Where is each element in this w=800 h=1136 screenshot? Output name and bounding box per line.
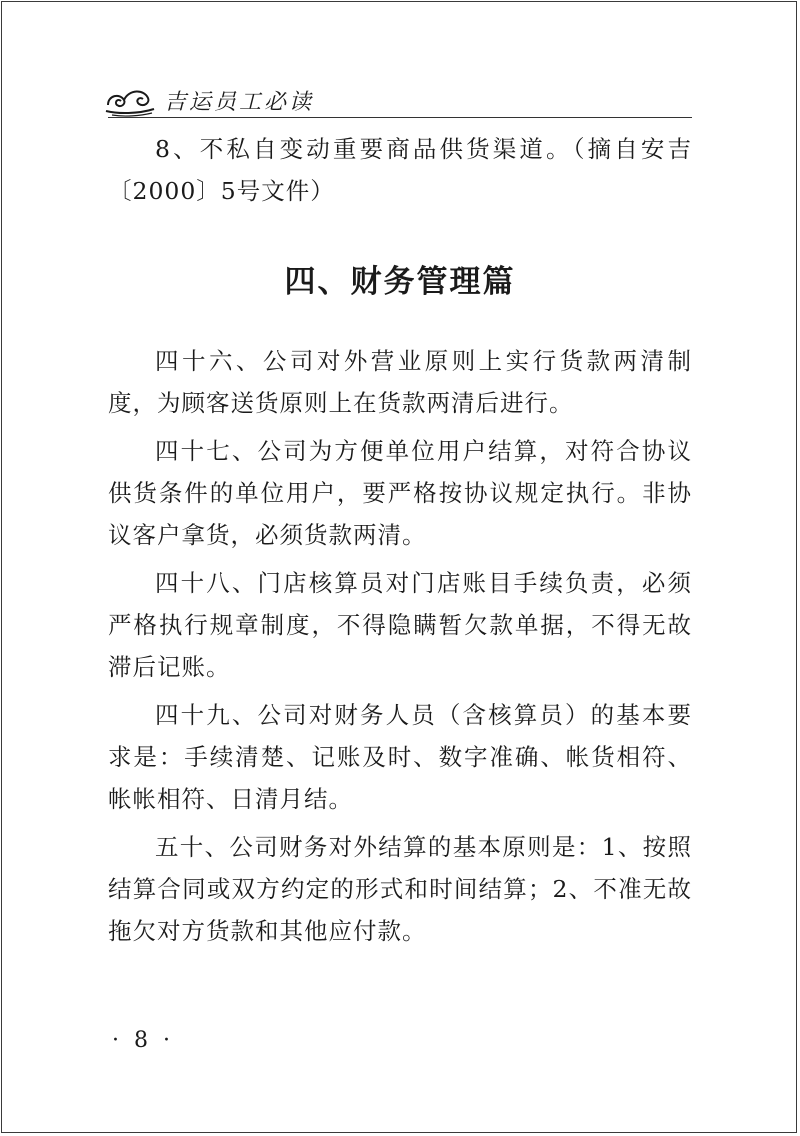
paragraph-48: 四十八、门店核算员对门店账目手续负责，必须严格执行规章制度，不得隐瞒暂欠款单据，不得无故滞后记账。: [108, 569, 692, 681]
paragraph-46: 四十六、公司对外营业原则上实行货款两清制度，为顾客送货原则上在货款两清后进行。: [108, 347, 692, 417]
paragraph-49: 四十九、公司对财务人员（含核算员）的基本要求是：手续清楚、记账及时、数字准确、帐货相符、帐帐相符、日清月结。: [108, 701, 692, 813]
page-body: [108, 128, 692, 958]
header-title: 吉运员工必读: [164, 89, 315, 115]
header-divider: [108, 117, 692, 118]
page-number: · 8 ·: [112, 1028, 174, 1053]
paragraph-47: 四十七、公司为方便单位用户结算，对符合协议供货条件的单位用户，要严格按协议规定执行。非协议客户拿货，必须货款两清。: [108, 437, 692, 549]
running-header: [104, 80, 314, 120]
paragraph-50: 五十、公司财务对外结算的基本原则是：1、按照结算合同或双方约定的形式和时间结算；2、不准无故拖欠对方货款和其他应付款。: [108, 833, 692, 945]
section-title: 四、财务管理篇: [284, 264, 516, 300]
auspicious-cloud-icon: [104, 83, 156, 117]
intro-item: 8、不私自变动重要商品供货渠道。（摘自安吉〔2000〕5号文件）: [108, 135, 692, 205]
